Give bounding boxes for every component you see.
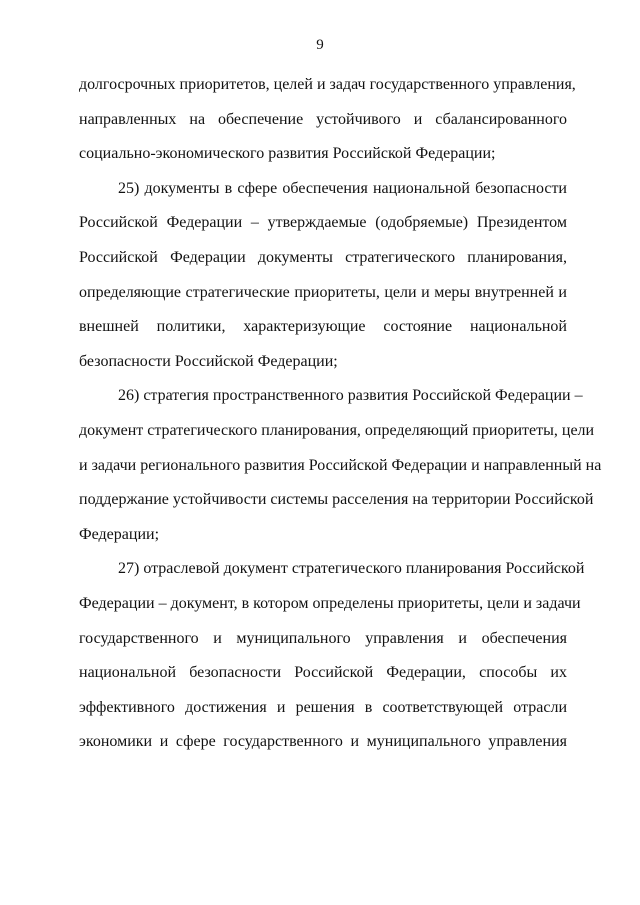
text-line: определяющие стратегические приоритеты, цели и меры внутренней и xyxy=(79,283,567,301)
text-line: долгосрочных приоритетов, целей и задач государственного управления, xyxy=(79,76,576,93)
paragraph-26-start: 26) стратегия пространственного развития Российской Федерации – xyxy=(118,387,583,405)
text-line: поддержание устойчивости системы расселения на территории Российской xyxy=(79,491,594,509)
text-line: безопасности Российской Федерации; xyxy=(79,352,338,370)
text-line: и задачи регионального развития Российской Федерации и направленный на xyxy=(79,456,602,474)
text-line: внешней политики, характеризующие состояние национальной xyxy=(79,318,567,336)
text-line: направленных на обеспечение устойчивого и сбалансированного xyxy=(79,110,567,128)
page-number: 9 xyxy=(316,37,324,53)
text-line: государственного и муниципального управления и обеспечения xyxy=(79,629,567,647)
text-line: Федерации – документ, в котором определены приоритеты, цели и задачи xyxy=(79,594,581,612)
text-line: Российской Федерации – утверждаемые (одобряемые) Президентом xyxy=(79,214,567,232)
text-line: Федерации; xyxy=(79,525,160,543)
text-line: эффективного достижения и решения в соответствующей отрасли xyxy=(79,698,567,716)
text-line: Российской Федерации документы стратегического планирования, xyxy=(79,248,567,266)
text-line: экономики и сфере государственного и муниципального управления xyxy=(79,733,567,751)
paragraph-27-start: 27) отраслевой документ стратегического планирования Российской xyxy=(118,560,585,578)
text-line: документ стратегического планирования, определяющий приоритеты, цели xyxy=(79,421,595,439)
paragraph-25-start: 25) документы в сфере обеспечения национальной безопасности xyxy=(118,179,567,197)
text-line: национальной безопасности Российской Федерации, способы их xyxy=(79,664,567,682)
document-body xyxy=(79,71,602,763)
text-line: социально-экономического развития Российской Федерации; xyxy=(79,145,496,163)
